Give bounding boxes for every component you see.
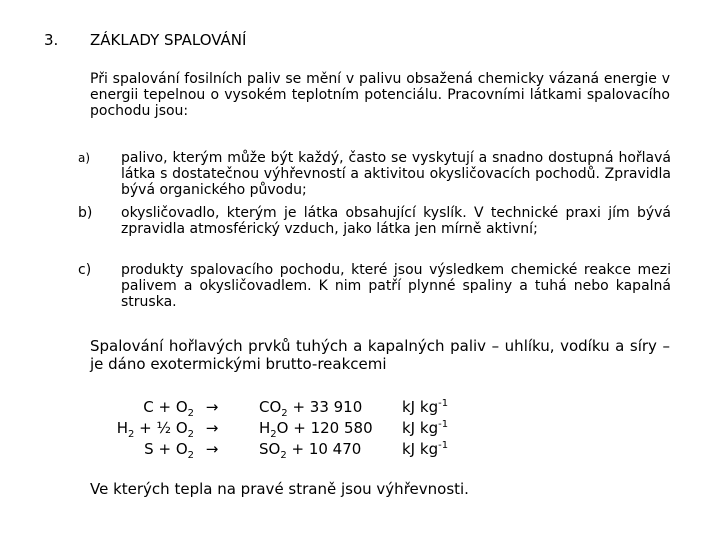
arrow-icon: →	[205, 440, 219, 458]
combustion-paragraph: Spalování hořlavých prvků tuhých a kapalných paliv – uhlíku, vodíku a síry – je dáno exotermickými brutto-reakcemi	[90, 337, 670, 373]
equation-2-unit: kJ $kg^{-1}$	[402, 419, 449, 437]
equation-1-reactants: $C + O_2$	[143, 398, 194, 419]
equation-2-reactants: $H_2$ + ½ $O_2$	[116, 419, 194, 440]
equation-arrows	[202, 397, 222, 460]
intro-paragraph: Při spalování fosilních paliv se mění v palivu obsažená chemicky vázaná energie v energii tepelnou o vysokém teplotním potenciálu. Pracovními látkami spalovacího pochodu jsou:	[90, 71, 670, 119]
equation-3-product: $SO_2 + 10$ 470	[259, 440, 362, 461]
item-b-text: okysličovadlo, kterým je látka obsahující kyslík. V technické praxi jím bývá zpravidla atmosférický vzduch, jako látka jen mírně aktivní;	[121, 205, 671, 237]
equation-3-reactants: $S + O_2$	[144, 440, 194, 461]
section-title: ZÁKLADY SPALOVÁNÍ	[90, 31, 247, 49]
item-b-marker: b)	[78, 205, 93, 221]
equation-reactants	[94, 397, 194, 460]
equation-1-unit: kJ $kg^{-1}$	[402, 398, 449, 416]
arrow-icon: →	[205, 398, 219, 416]
conclusion-text: Ve kterých tepla na pravé straně jsou výhřevnosti.	[90, 480, 469, 498]
equation-1-product: $CO_2 + 33$ 910	[259, 398, 363, 419]
section-number: 3.	[44, 31, 59, 49]
item-c-marker: c)	[78, 262, 92, 278]
item-a-marker: a)	[78, 151, 91, 165]
arrow-icon: →	[205, 419, 219, 437]
equation-units	[402, 397, 482, 460]
equation-products	[259, 397, 399, 460]
item-c-text: produkty spalovacího pochodu, které jsou výsledkem chemické reakce mezi palivem a okysličovadlem. K nim patří plynné spaliny a tuhá nebo kapalná struska.	[121, 262, 671, 310]
item-a-text: palivo, kterým může být každý, často se vyskytují a snadno dostupná hořlavá látka s dostatečnou výhřevností a aktivitou okysličovacích pochodů. Zpravidla bývá organického původu;	[121, 150, 671, 198]
equation-2-product: $H_2O + 120$ 580	[259, 419, 373, 440]
equation-3-unit: kJ $kg^{-1}$	[402, 440, 449, 458]
